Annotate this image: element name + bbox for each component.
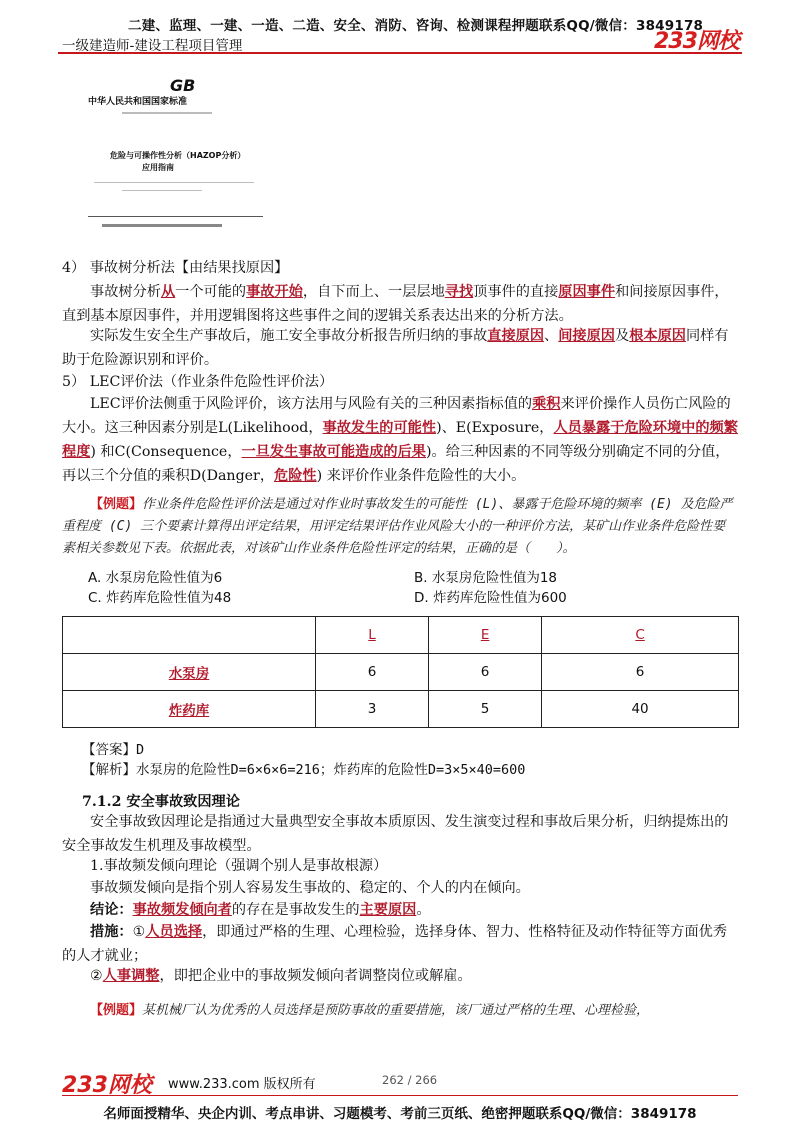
document-subtitle: 一级建造师-建设工程项目管理	[62, 38, 243, 54]
table-header-blank	[63, 617, 316, 654]
footer-contact-line: 名师面授精华、央企内训、考点串讲、习题模考、考前三页纸、绝密押题联系QQ/微信：3849178	[103, 1106, 697, 1122]
option-a: A. 水泵房危险性值为6	[88, 570, 223, 586]
standard-title-line2: 应用指南	[142, 163, 174, 172]
header-contact-line: 二建、监理、一建、一造、二造、安全、消防、咨询、检测课程押题联系QQ/微信：3849178	[128, 18, 704, 34]
lec-parameter-table	[62, 616, 739, 728]
analysis-text: 【解析】水泵房的危险性D=6×6×6=216；炸药库的危险性D=3×5×40=600	[82, 762, 526, 778]
lec-paragraph: LEC评价法侧重于风险评价，该方法用与风险有关的三种因素指标值的乘积来评价操作人员伤亡风险的大小。这三种因素分别是L(Likelihood，事故发生的可能性)、E(Exposure，人员暴露于危险环境中的频繁程度) 和C(Consequence，一旦发生事故可能造成的后果)。给三种因素的不同等级分别确定不同的分值，再以三个分值的乘积D(Danger，危险性) 来评价作业条件危险性的大小。	[62, 396, 738, 484]
table-row	[63, 654, 739, 691]
table-cell: 6	[316, 654, 429, 691]
standard-nation-label: 中华人民共和国国家标准	[88, 97, 188, 107]
footer-logo: 233网校	[62, 1073, 152, 1098]
table-row	[63, 691, 739, 728]
fta-paragraph: 事故树分析从一个可能的事故开始，自下而上、一层层地寻找顶事件的直接原因事件和间接原因事件，直到基本原因事件，并用逻辑图将这些事件之间的逻辑关系表达出来的分析方法。	[62, 284, 729, 324]
option-c: C. 炸药库危险性值为48	[88, 590, 232, 606]
standard-cover-image	[82, 66, 272, 246]
footer-site: www.233.com 版权所有	[168, 1077, 316, 1092]
table-cell: 40	[542, 691, 739, 728]
table-cell: 6	[429, 654, 542, 691]
example2-question: 【例题】某机械厂认为优秀的人员选择是预防事故的重要措施，该厂通过严格的生理、心理检验，	[90, 1003, 650, 1018]
table-header-l: L	[368, 627, 376, 643]
section-intro: 安全事故致因理论是指通过大量典型安全事故本质原因、发生演变过程和事故后果分析，归纳提炼出的安全事故发生机理及事故模型。	[62, 814, 729, 854]
table-cell: 3	[316, 691, 429, 728]
option-b: B. 水泵房危险性值为18	[414, 570, 558, 586]
answer-text: 【答案】D	[82, 742, 145, 758]
definition-text: 事故频发倾向是指个别人容易发生事故的、稳定的、个人的内在倾向。	[90, 880, 530, 896]
section-heading: 7.1.2 安全事故致因理论	[82, 794, 240, 810]
lec-heading: 5） LEC评价法（作业条件危险性评价法）	[62, 374, 334, 390]
fta-heading: 4） 事故树分析法【由结果找原因】	[62, 260, 289, 276]
standard-title-line1: 危险与可操作性分析（HAZOP分析）	[110, 151, 246, 160]
footer-divider	[62, 1095, 738, 1096]
page-number: 262 / 266	[382, 1073, 438, 1087]
header-divider	[58, 52, 742, 54]
example1-question: 【例题】作业条件危险性评价法是通过对作业时事故发生的可能性 (L)、暴露于危险环境的频率 (E) 及危险严重程度 (C) 三个要素计算得出评定结果，用评定结果评估作业风险大小的一种评价方法，某矿山作业条件危险性要素相关参数见下表。依据此表，对该矿山作业条件危险性评定的结果，正确的是（ ）。	[62, 497, 733, 556]
option-d: D. 炸药库危险性值为600	[414, 590, 567, 606]
gb-logo: GB	[170, 76, 196, 95]
table-header-e: E	[480, 627, 490, 643]
example-tag: 【例题】	[90, 1003, 143, 1018]
table-header-row	[63, 617, 739, 654]
row-name: 炸药库	[168, 703, 210, 719]
measure-2: ②人事调整，即把企业中的事故频发倾向者调整岗位或解雇。	[90, 968, 472, 984]
table-header-c: C	[635, 627, 645, 643]
brand-logo: 233网校	[654, 29, 739, 54]
table-cell: 5	[429, 691, 542, 728]
conclusion-text: 结论：事故频发倾向者的存在是事故发生的主要原因。	[90, 902, 431, 918]
subsection-heading: 1.事故频发倾向理论（强调个别人是事故根源）	[90, 858, 388, 874]
table-cell: 6	[542, 654, 739, 691]
measure-1: 措施：①人员选择，即通过严格的生理、心理检验，选择身体、智力、性格特征及动作特征等方面优秀的人才就业；	[62, 924, 728, 964]
fta-paragraph-2: 实际发生安全生产事故后，施工安全事故分析报告所归纳的事故直接原因、间接原因及根本原因同样有助于危险源识别和评价。	[62, 328, 729, 368]
row-name: 水泵房	[168, 666, 210, 682]
example-tag: 【例题】	[90, 497, 143, 512]
